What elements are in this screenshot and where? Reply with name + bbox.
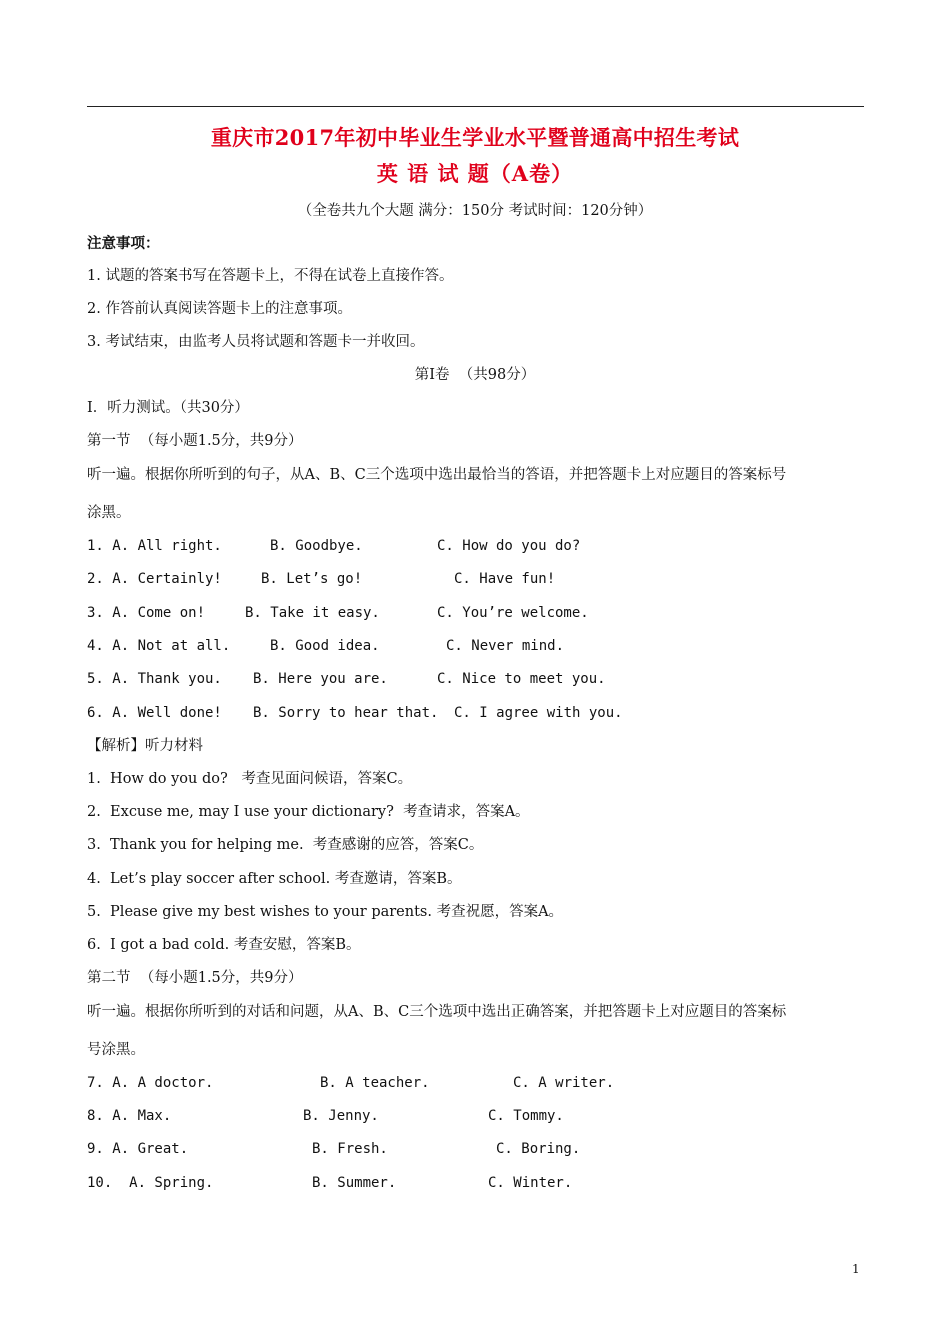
option-a: 7. A. A doctor. bbox=[87, 1075, 214, 1091]
option-a: 2. A. Certainly! bbox=[87, 571, 222, 587]
part-heading: 第Ⅰ卷 （共98分） bbox=[414, 367, 536, 383]
option-c: C. A writer. bbox=[513, 1075, 615, 1091]
analysis-item: 3. Thank you for helping me. 考查感谢的应答，答案C。 bbox=[87, 837, 484, 853]
analysis-item: 2. Excuse me, may I use your dictionary? 考查请求，答案A。 bbox=[87, 804, 530, 820]
option-b: B. A teacher. bbox=[320, 1075, 430, 1091]
option-b: B. Jenny. bbox=[303, 1108, 379, 1124]
option-b: B. Take it easy. bbox=[245, 605, 380, 621]
option-b: B. Summer. bbox=[312, 1175, 397, 1191]
notice-item: 1. 试题的答案书写在答题卡上，不得在试卷上直接作答。 bbox=[87, 268, 454, 284]
option-b: B. Good idea. bbox=[270, 638, 380, 654]
exam-title: 重庆市2017年初中毕业生学业水平暨普通高中招生考试 bbox=[210, 125, 740, 150]
option-a: 5. A. Thank you. bbox=[87, 671, 222, 687]
option-c: C. Tommy. bbox=[488, 1108, 564, 1124]
option-a: 10. A. Spring. bbox=[87, 1175, 214, 1191]
analysis-item: 1. How do you do? 考查见面问候语，答案C。 bbox=[87, 771, 413, 787]
section1-instruction-cont: 涂黑。 bbox=[87, 505, 131, 521]
option-a: 1. A. All right. bbox=[87, 538, 222, 554]
section1-instruction: 听一遍。根据你所听到的句子，从A、B、C三个选项中选出最恰当的答语，并把答题卡上对应题目的答案标号 bbox=[87, 467, 787, 483]
exam-info: （全卷共九个大题 满分：150分 考试时间：120分钟） bbox=[297, 203, 653, 219]
option-c: C. How do you do? bbox=[437, 538, 581, 554]
option-c: C. You’re welcome. bbox=[437, 605, 589, 621]
section2-heading: 第二节 （每小题1.5分，共9分） bbox=[87, 970, 303, 986]
option-b: B. Let’s go! bbox=[261, 571, 363, 587]
analysis-heading: 【解析】听力材料 bbox=[87, 738, 203, 754]
option-a: 9. A. Great. bbox=[87, 1141, 189, 1157]
notice-heading: 注意事项： bbox=[87, 235, 160, 252]
section2-instruction: 听一遍。根据你所听到的对话和问题，从A、B、C三个选项中选出正确答案，并把答题卡上对应题目的答案标 bbox=[87, 1004, 787, 1020]
option-b: B. Sorry to hear that. bbox=[253, 705, 439, 721]
option-a: 8. A. Max. bbox=[87, 1108, 172, 1124]
option-c: C. I agree with you. bbox=[454, 705, 623, 721]
option-c: C. Nice to meet you. bbox=[437, 671, 606, 687]
option-c: C. Have fun! bbox=[454, 571, 556, 587]
option-c: C. Boring. bbox=[496, 1141, 581, 1157]
option-a: 3. A. Come on! bbox=[87, 605, 206, 621]
option-b: B. Goodbye. bbox=[270, 538, 363, 554]
option-b: B. Here you are. bbox=[253, 671, 388, 687]
listening-heading: I．听力测试。（共30分） bbox=[87, 400, 249, 416]
option-a: 4. A. Not at all. bbox=[87, 638, 231, 654]
section1-heading: 第一节 （每小题1.5分，共9分） bbox=[87, 433, 303, 449]
page-number: 1 bbox=[852, 1262, 860, 1276]
option-c: C. Never mind. bbox=[446, 638, 565, 654]
header-rule bbox=[87, 106, 864, 107]
section2-instruction-cont: 号涂黑。 bbox=[87, 1042, 145, 1058]
option-b: B. Fresh. bbox=[312, 1141, 388, 1157]
option-c: C. Winter. bbox=[488, 1175, 573, 1191]
notice-item: 2. 作答前认真阅读答题卡上的注意事项。 bbox=[87, 301, 352, 317]
analysis-item: 4. Let’s play soccer after school. 考查邀请，答案B。 bbox=[87, 871, 462, 887]
exam-subtitle: 英 语 试 题（A卷） bbox=[376, 161, 574, 186]
notice-item: 3. 考试结束，由监考人员将试题和答题卡一并收回。 bbox=[87, 334, 425, 350]
analysis-item: 6. I got a bad cold. 考查安慰，答案B。 bbox=[87, 937, 361, 953]
analysis-item: 5. Please give my best wishes to your parents. 考查祝愿，答案A。 bbox=[87, 904, 564, 920]
option-a: 6. A. Well done! bbox=[87, 705, 222, 721]
